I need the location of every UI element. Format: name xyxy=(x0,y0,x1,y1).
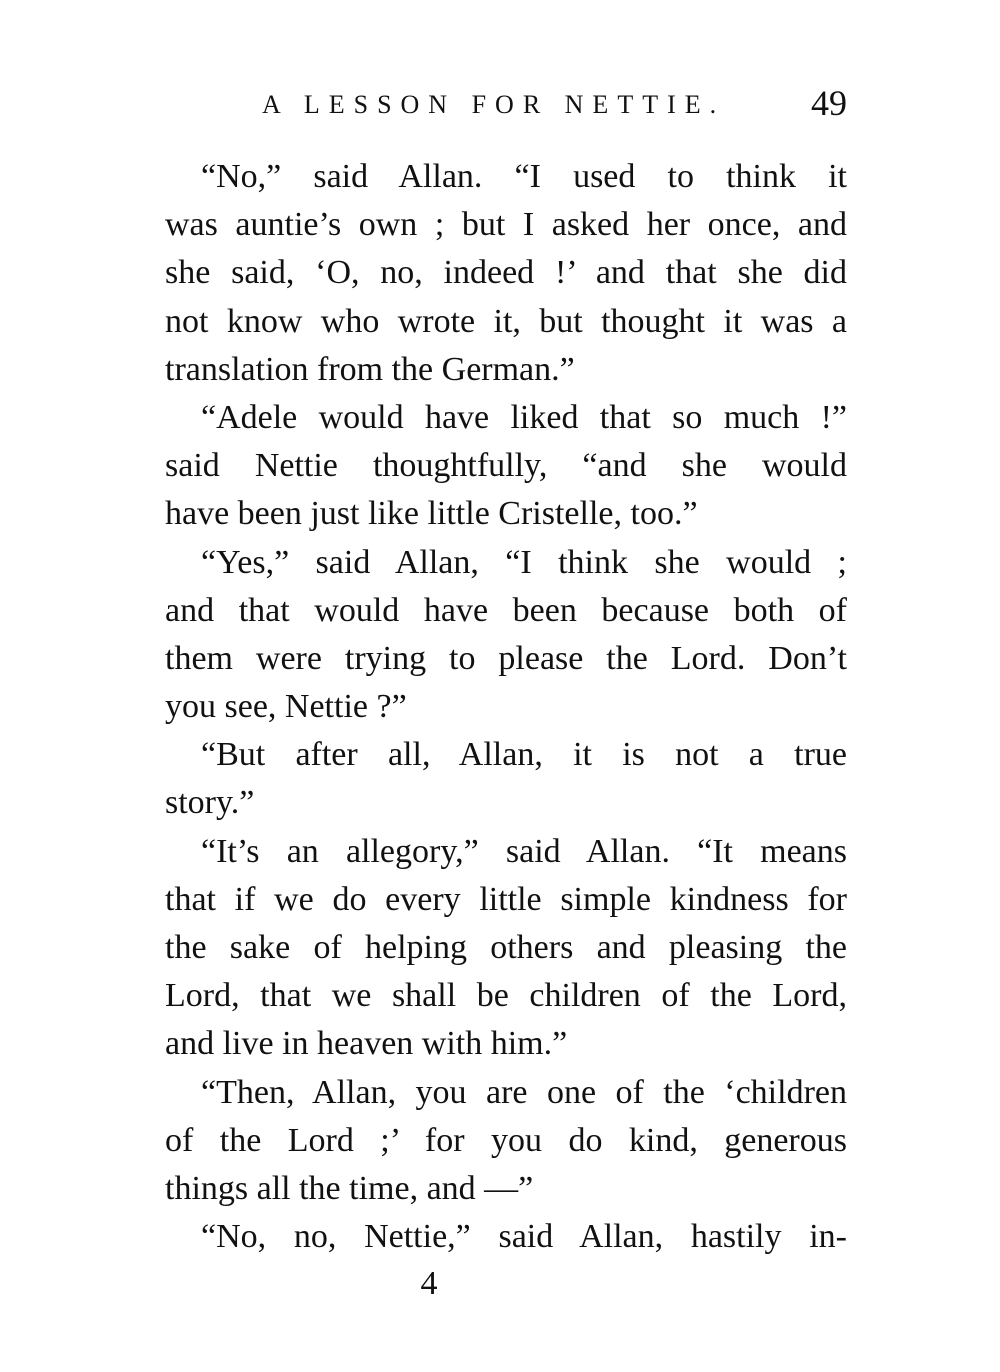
text-line: “Then, Allan, you are one of the ‘children xyxy=(201,1073,847,1111)
text-line: “It’s an allegory,” said Allan. “It means xyxy=(201,832,847,870)
text-line: was auntie’s own ; but I asked her once, and xyxy=(165,206,847,244)
text-line: she said, ‘O, no, indeed !’ and that she did xyxy=(165,254,847,292)
text-line: translation from the German.” xyxy=(165,350,575,388)
running-head xyxy=(165,82,847,126)
text-line: not know who wrote it, but thought it was a xyxy=(165,302,847,340)
text-line: “No,” said Allan. “I used to think it xyxy=(201,158,847,195)
text-line: things all the time, and —” xyxy=(165,1169,534,1207)
text-line: story.” xyxy=(165,784,255,822)
text-line: of the Lord ;’ for you do kind, generous xyxy=(165,1121,847,1159)
text-line: that if we do every little simple kindness for xyxy=(165,880,847,918)
body-text xyxy=(165,153,847,1261)
signature-mark: 4 xyxy=(420,1265,438,1302)
text-line: and that would have been because both of xyxy=(165,591,847,629)
running-title: A LESSON FOR NETTIE. xyxy=(262,90,726,119)
text-line: you see, Nettie ?” xyxy=(165,688,407,726)
text-line: and live in heaven with him.” xyxy=(165,1025,568,1063)
text-line: the sake of helping others and pleasing the xyxy=(165,929,847,966)
text-line: “Adele would have liked that so much !” xyxy=(201,398,847,436)
text-line: Lord, that we shall be children of the Lord, xyxy=(165,977,847,1015)
text-line: “Yes,” said Allan, “I think she would ; xyxy=(201,543,847,581)
text-line: have been just like little Cristelle, too.” xyxy=(165,495,698,533)
page-number: 49 xyxy=(811,83,847,123)
text-line: “But after all, Allan, it is not a true xyxy=(201,736,847,774)
text-line: said Nettie thoughtfully, “and she would xyxy=(165,447,847,485)
text-line: them were trying to please the Lord. Don’t xyxy=(165,639,847,677)
text-line: “No, no, Nettie,” said Allan, hastily in- xyxy=(201,1218,847,1256)
